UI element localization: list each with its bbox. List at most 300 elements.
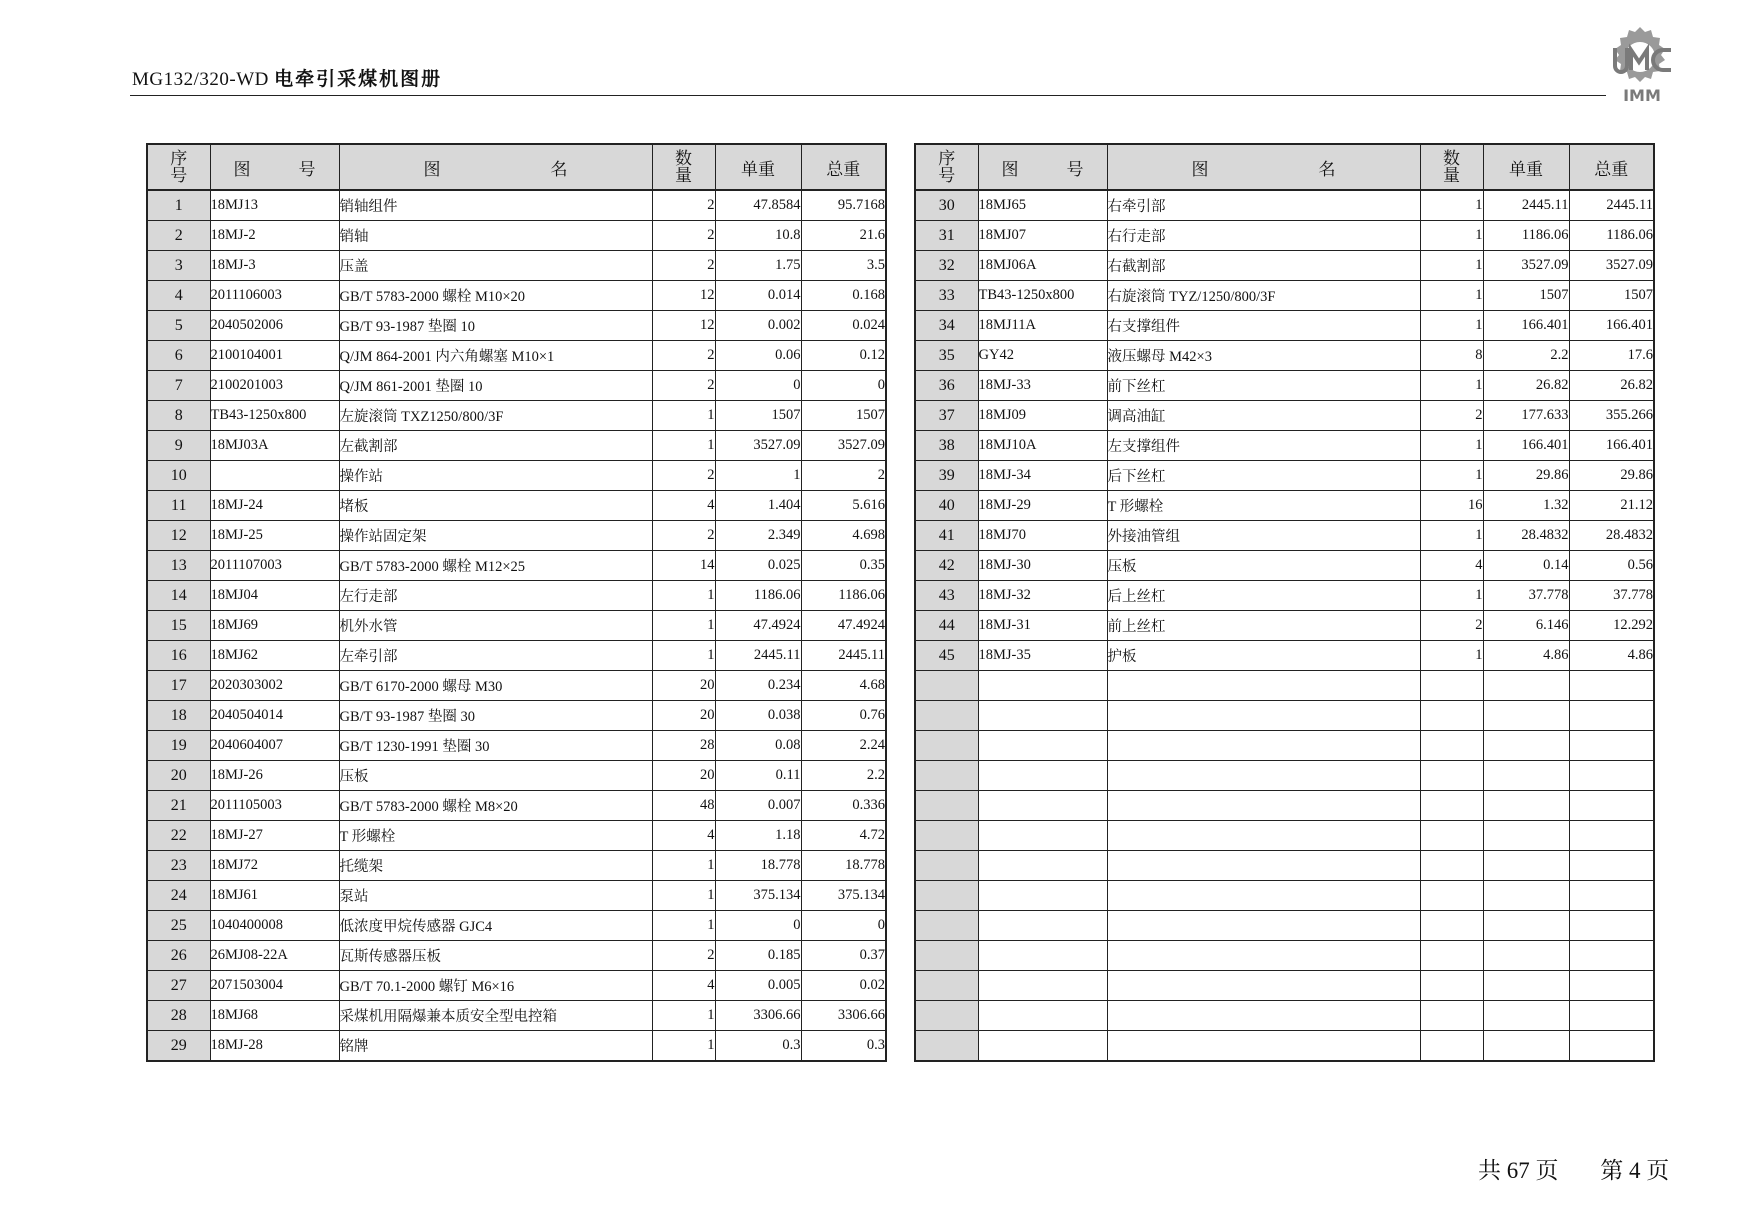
row-number-cell: 6 <box>147 341 210 371</box>
part-name-cell <box>1107 731 1420 761</box>
total-weight-cell: 3306.66 <box>801 1001 886 1031</box>
part-name-cell: 销轴组件 <box>339 190 652 221</box>
total-weight-cell: 0 <box>801 371 886 401</box>
row-number-cell: 14 <box>147 581 210 611</box>
drawing-number-cell: 18MJ13 <box>210 190 339 221</box>
row-number-cell: 24 <box>147 881 210 911</box>
col-header-quantity: 数 量 <box>652 144 715 190</box>
unit-weight-cell: 1186.06 <box>1483 221 1569 251</box>
total-weight-cell: 3527.09 <box>801 431 886 461</box>
quantity-cell: 1 <box>652 911 715 941</box>
total-weight-cell: 1507 <box>801 401 886 431</box>
row-number-cell: 16 <box>147 641 210 671</box>
part-name-cell <box>1107 821 1420 851</box>
table-row <box>915 851 1654 881</box>
drawing-number-cell: 2100104001 <box>210 341 339 371</box>
quantity-cell: 1 <box>1420 281 1483 311</box>
col-header-total-weight: 总重 <box>801 144 886 190</box>
drawing-number-cell: 18MJ-2 <box>210 221 339 251</box>
part-name-cell: GB/T 5783-2000 螺栓 M8×20 <box>339 791 652 821</box>
unit-weight-cell <box>1483 881 1569 911</box>
table-row <box>915 941 1654 971</box>
row-number-cell: 5 <box>147 311 210 341</box>
drawing-number-cell: 18MJ68 <box>210 1001 339 1031</box>
part-name-cell: 左支撑组件 <box>1107 431 1420 461</box>
drawing-number-cell: 18MJ-27 <box>210 821 339 851</box>
quantity-cell: 1 <box>1420 251 1483 281</box>
drawing-number-cell <box>978 1031 1107 1062</box>
row-number-cell: 27 <box>147 971 210 1001</box>
drawing-number-cell: 18MJ-24 <box>210 491 339 521</box>
unit-weight-cell <box>1483 851 1569 881</box>
quantity-cell: 1 <box>1420 221 1483 251</box>
quantity-cell: 1 <box>652 641 715 671</box>
table-row <box>147 971 886 1001</box>
total-weight-cell <box>1569 1031 1654 1062</box>
total-weight-cell: 4.86 <box>1569 641 1654 671</box>
part-name-cell: 左牵引部 <box>339 641 652 671</box>
table-row <box>915 611 1654 641</box>
total-weight-cell: 21.12 <box>1569 491 1654 521</box>
row-number-cell <box>915 731 978 761</box>
drawing-number-cell: 18MJ07 <box>978 221 1107 251</box>
table-row <box>915 221 1654 251</box>
table-row <box>915 251 1654 281</box>
total-weight-cell <box>1569 881 1654 911</box>
quantity-cell: 2 <box>652 521 715 551</box>
part-name-cell: 铭牌 <box>339 1031 652 1062</box>
total-weight-cell <box>1569 1001 1654 1031</box>
table-row <box>915 491 1654 521</box>
total-weight-cell: 2.24 <box>801 731 886 761</box>
quantity-cell <box>1420 761 1483 791</box>
quantity-cell: 1 <box>652 431 715 461</box>
quantity-cell: 1 <box>652 1001 715 1031</box>
total-weight-cell <box>1569 671 1654 701</box>
drawing-number-cell: GY42 <box>978 341 1107 371</box>
table-row <box>147 911 886 941</box>
unit-weight-cell: 1507 <box>715 401 801 431</box>
quantity-cell <box>1420 821 1483 851</box>
row-number-cell <box>915 851 978 881</box>
unit-weight-cell: 18.778 <box>715 851 801 881</box>
part-name-cell: 操作站 <box>339 461 652 491</box>
part-name-cell: 机外水管 <box>339 611 652 641</box>
row-number-cell: 8 <box>147 401 210 431</box>
page-footer <box>1478 1152 1669 1185</box>
col-header-drawing-no: 图 号 <box>210 144 339 190</box>
total-weight-cell: 2445.11 <box>801 641 886 671</box>
part-name-cell: 调高油缸 <box>1107 401 1420 431</box>
table-row <box>915 401 1654 431</box>
unit-weight-cell <box>1483 761 1569 791</box>
total-weight-cell: 12.292 <box>1569 611 1654 641</box>
drawing-number-cell <box>978 791 1107 821</box>
quantity-cell: 1 <box>1420 311 1483 341</box>
unit-weight-cell: 1.75 <box>715 251 801 281</box>
part-name-cell: GB/T 93-1987 垫圈 30 <box>339 701 652 731</box>
row-number-cell <box>915 701 978 731</box>
table-row <box>915 791 1654 821</box>
drawing-number-cell: 18MJ65 <box>978 190 1107 221</box>
unit-weight-cell: 26.82 <box>1483 371 1569 401</box>
table-row <box>915 761 1654 791</box>
total-weight-cell: 2 <box>801 461 886 491</box>
part-name-cell: 瓦斯传感器压板 <box>339 941 652 971</box>
drawing-number-cell <box>978 971 1107 1001</box>
current-page: 第 4 页 <box>1600 1158 1670 1183</box>
unit-weight-cell: 0.14 <box>1483 551 1569 581</box>
col-header-unit-weight: 单重 <box>1483 144 1569 190</box>
table-row <box>915 911 1654 941</box>
drawing-number-cell <box>978 1001 1107 1031</box>
part-name-cell: 左旋滚筒 TXZ1250/800/3F <box>339 401 652 431</box>
table-row <box>147 851 886 881</box>
unit-weight-cell: 0.185 <box>715 941 801 971</box>
unit-weight-cell: 1.32 <box>1483 491 1569 521</box>
table-row <box>147 761 886 791</box>
part-name-cell: GB/T 93-1987 垫圈 10 <box>339 311 652 341</box>
total-weight-cell: 3527.09 <box>1569 251 1654 281</box>
total-weight-cell: 3.5 <box>801 251 886 281</box>
table-row <box>147 431 886 461</box>
table-row <box>915 1031 1654 1062</box>
row-number-cell: 36 <box>915 371 978 401</box>
table-row <box>147 371 886 401</box>
row-number-cell: 9 <box>147 431 210 461</box>
unit-weight-cell: 2445.11 <box>1483 190 1569 221</box>
row-number-cell: 17 <box>147 671 210 701</box>
table-row <box>915 281 1654 311</box>
drawing-number-cell: 26MJ08-22A <box>210 941 339 971</box>
quantity-cell: 1 <box>1420 371 1483 401</box>
unit-weight-cell: 0.002 <box>715 311 801 341</box>
quantity-cell: 1 <box>652 1031 715 1062</box>
part-name-cell: GB/T 6170-2000 螺母 M30 <box>339 671 652 701</box>
quantity-cell: 28 <box>652 731 715 761</box>
col-header-number: 序 号 <box>915 144 978 190</box>
row-number-cell: 39 <box>915 461 978 491</box>
unit-weight-cell <box>1483 971 1569 1001</box>
unit-weight-cell: 1507 <box>1483 281 1569 311</box>
table-row <box>147 190 886 221</box>
total-weight-cell: 0.02 <box>801 971 886 1001</box>
row-number-cell: 33 <box>915 281 978 311</box>
table-row <box>147 671 886 701</box>
table-row <box>147 701 886 731</box>
col-header-drawing-no: 图 号 <box>978 144 1107 190</box>
table-row <box>147 281 886 311</box>
unit-weight-cell <box>1483 941 1569 971</box>
table-row <box>147 821 886 851</box>
drawing-number-cell: 18MJ-3 <box>210 251 339 281</box>
part-name-cell: 低浓度甲烷传感器 GJC4 <box>339 911 652 941</box>
drawing-number-cell: 18MJ06A <box>978 251 1107 281</box>
total-weight-cell <box>1569 791 1654 821</box>
table-header-row <box>147 144 886 190</box>
table-row <box>915 971 1654 1001</box>
row-number-cell <box>915 671 978 701</box>
document-title <box>132 64 442 91</box>
drawing-number-cell: 18MJ-28 <box>210 1031 339 1062</box>
total-weight-cell: 2445.11 <box>1569 190 1654 221</box>
quantity-cell: 8 <box>1420 341 1483 371</box>
table-row <box>915 431 1654 461</box>
drawing-number-cell: 18MJ70 <box>978 521 1107 551</box>
unit-weight-cell: 47.4924 <box>715 611 801 641</box>
table-row <box>915 461 1654 491</box>
total-weight-cell: 1507 <box>1569 281 1654 311</box>
unit-weight-cell: 0 <box>715 911 801 941</box>
row-number-cell <box>915 971 978 1001</box>
drawing-number-cell: 1040400008 <box>210 911 339 941</box>
unit-weight-cell: 0 <box>715 371 801 401</box>
table-row <box>915 641 1654 671</box>
part-name-cell <box>1107 911 1420 941</box>
col-header-unit-weight: 单重 <box>715 144 801 190</box>
row-number-cell: 13 <box>147 551 210 581</box>
drawing-number-cell: 18MJ-26 <box>210 761 339 791</box>
part-name-cell: 后上丝杠 <box>1107 581 1420 611</box>
quantity-cell <box>1420 1001 1483 1031</box>
total-weight-cell: 2.2 <box>801 761 886 791</box>
total-weight-cell: 4.68 <box>801 671 886 701</box>
quantity-cell: 2 <box>652 190 715 221</box>
part-name-cell: T 形螺栓 <box>1107 491 1420 521</box>
part-name-cell <box>1107 761 1420 791</box>
table-row <box>147 581 886 611</box>
part-name-cell: 后下丝杠 <box>1107 461 1420 491</box>
row-number-cell <box>915 881 978 911</box>
quantity-cell <box>1420 851 1483 881</box>
row-number-cell: 30 <box>915 190 978 221</box>
row-number-cell: 21 <box>147 791 210 821</box>
drawing-number-cell: 18MJ62 <box>210 641 339 671</box>
total-weight-cell <box>1569 851 1654 881</box>
unit-weight-cell: 28.4832 <box>1483 521 1569 551</box>
quantity-cell: 2 <box>652 341 715 371</box>
table-row <box>147 341 886 371</box>
drawing-number-cell <box>978 941 1107 971</box>
unit-weight-cell: 3527.09 <box>1483 251 1569 281</box>
part-name-cell: T 形螺栓 <box>339 821 652 851</box>
drawing-number-cell: 18MJ-30 <box>978 551 1107 581</box>
part-name-cell: 左截割部 <box>339 431 652 461</box>
table-row <box>147 791 886 821</box>
row-number-cell: 7 <box>147 371 210 401</box>
part-name-cell <box>1107 881 1420 911</box>
row-number-cell: 26 <box>147 941 210 971</box>
unit-weight-cell: 177.633 <box>1483 401 1569 431</box>
quantity-cell <box>1420 911 1483 941</box>
unit-weight-cell: 166.401 <box>1483 311 1569 341</box>
drawing-number-cell: 2011105003 <box>210 791 339 821</box>
row-number-cell: 2 <box>147 221 210 251</box>
part-name-cell: 外接油管组 <box>1107 521 1420 551</box>
row-number-cell: 38 <box>915 431 978 461</box>
unit-weight-cell: 0.005 <box>715 971 801 1001</box>
part-name-cell: Q/JM 864-2001 内六角螺塞 M10×1 <box>339 341 652 371</box>
part-name-cell: GB/T 5783-2000 螺栓 M12×25 <box>339 551 652 581</box>
table-row <box>147 731 886 761</box>
part-name-cell: 采煤机用隔爆兼本质安全型电控箱 <box>339 1001 652 1031</box>
parts-table-left <box>146 143 887 1062</box>
part-name-cell <box>1107 701 1420 731</box>
table-row <box>915 521 1654 551</box>
unit-weight-cell <box>1483 1031 1569 1062</box>
unit-weight-cell: 0.014 <box>715 281 801 311</box>
row-number-cell: 45 <box>915 641 978 671</box>
quantity-cell: 1 <box>652 581 715 611</box>
table-row <box>915 551 1654 581</box>
total-weight-cell: 4.698 <box>801 521 886 551</box>
col-header-drawing-name: 图 名 <box>1107 144 1420 190</box>
part-name-cell: 前上丝杠 <box>1107 611 1420 641</box>
part-name-cell: 压板 <box>339 761 652 791</box>
drawing-number-cell: 18MJ04 <box>210 581 339 611</box>
quantity-cell: 20 <box>652 671 715 701</box>
quantity-cell: 1 <box>1420 190 1483 221</box>
drawing-number-cell <box>978 851 1107 881</box>
total-weight-cell: 28.4832 <box>1569 521 1654 551</box>
part-name-cell: 右行走部 <box>1107 221 1420 251</box>
row-number-cell <box>915 1001 978 1031</box>
table-row <box>147 491 886 521</box>
parts-table-right <box>914 143 1655 1062</box>
unit-weight-cell: 0.007 <box>715 791 801 821</box>
drawing-number-cell: 18MJ-32 <box>978 581 1107 611</box>
unit-weight-cell <box>1483 701 1569 731</box>
table-row <box>915 881 1654 911</box>
unit-weight-cell: 29.86 <box>1483 461 1569 491</box>
unit-weight-cell: 6.146 <box>1483 611 1569 641</box>
unit-weight-cell: 0.11 <box>715 761 801 791</box>
table-row <box>147 311 886 341</box>
drawing-number-cell: 18MJ-34 <box>978 461 1107 491</box>
quantity-cell <box>1420 701 1483 731</box>
company-logo <box>1605 26 1680 106</box>
drawing-number-cell: 2040604007 <box>210 731 339 761</box>
unit-weight-cell <box>1483 671 1569 701</box>
row-number-cell: 35 <box>915 341 978 371</box>
quantity-cell <box>1420 941 1483 971</box>
part-name-cell: 右牵引部 <box>1107 190 1420 221</box>
part-name-cell: GB/T 70.1-2000 螺钉 M6×16 <box>339 971 652 1001</box>
part-name-cell <box>1107 1031 1420 1062</box>
drawing-number-cell: 2040502006 <box>210 311 339 341</box>
part-name-cell <box>1107 791 1420 821</box>
unit-weight-cell: 0.3 <box>715 1031 801 1062</box>
part-name-cell <box>1107 671 1420 701</box>
row-number-cell: 15 <box>147 611 210 641</box>
unit-weight-cell <box>1483 791 1569 821</box>
quantity-cell: 2 <box>652 461 715 491</box>
unit-weight-cell: 4.86 <box>1483 641 1569 671</box>
row-number-cell: 41 <box>915 521 978 551</box>
header-divider <box>130 95 1606 96</box>
total-weight-cell: 166.401 <box>1569 311 1654 341</box>
drawing-number-cell: 2020303002 <box>210 671 339 701</box>
unit-weight-cell: 0.038 <box>715 701 801 731</box>
total-weight-cell <box>1569 971 1654 1001</box>
total-weight-cell: 37.778 <box>1569 581 1654 611</box>
row-number-cell: 1 <box>147 190 210 221</box>
quantity-cell: 4 <box>652 491 715 521</box>
row-number-cell: 4 <box>147 281 210 311</box>
total-weight-cell: 0.56 <box>1569 551 1654 581</box>
col-header-number: 序 号 <box>147 144 210 190</box>
total-weight-cell: 26.82 <box>1569 371 1654 401</box>
table-row <box>147 401 886 431</box>
unit-weight-cell: 2.349 <box>715 521 801 551</box>
drawing-number-cell <box>978 911 1107 941</box>
quantity-cell <box>1420 791 1483 821</box>
total-weight-cell: 1186.06 <box>801 581 886 611</box>
part-name-cell <box>1107 941 1420 971</box>
table-row <box>147 221 886 251</box>
row-number-cell: 44 <box>915 611 978 641</box>
row-number-cell: 25 <box>147 911 210 941</box>
drawing-number-cell: 2071503004 <box>210 971 339 1001</box>
total-weight-cell: 0.3 <box>801 1031 886 1062</box>
table-row <box>915 341 1654 371</box>
quantity-cell <box>1420 671 1483 701</box>
drawing-number-cell: 18MJ-29 <box>978 491 1107 521</box>
part-name-cell: 操作站固定架 <box>339 521 652 551</box>
drawing-number-cell: 18MJ72 <box>210 851 339 881</box>
row-number-cell: 31 <box>915 221 978 251</box>
drawing-number-cell <box>210 461 339 491</box>
unit-weight-cell: 37.778 <box>1483 581 1569 611</box>
total-weight-cell: 21.6 <box>801 221 886 251</box>
total-weight-cell <box>1569 731 1654 761</box>
quantity-cell: 2 <box>652 251 715 281</box>
quantity-cell <box>1420 731 1483 761</box>
total-weight-cell: 17.6 <box>1569 341 1654 371</box>
table-row <box>915 1001 1654 1031</box>
unit-weight-cell: 0.025 <box>715 551 801 581</box>
row-number-cell: 43 <box>915 581 978 611</box>
row-number-cell: 22 <box>147 821 210 851</box>
table-row <box>915 311 1654 341</box>
unit-weight-cell: 1.404 <box>715 491 801 521</box>
quantity-cell: 1 <box>652 851 715 881</box>
part-name-cell: 护板 <box>1107 641 1420 671</box>
row-number-cell: 28 <box>147 1001 210 1031</box>
part-name-cell: 托缆架 <box>339 851 652 881</box>
drawing-number-cell: 18MJ-35 <box>978 641 1107 671</box>
quantity-cell: 4 <box>1420 551 1483 581</box>
total-weight-cell <box>1569 941 1654 971</box>
row-number-cell: 23 <box>147 851 210 881</box>
total-pages: 共 67 页 <box>1478 1158 1559 1183</box>
quantity-cell: 14 <box>652 551 715 581</box>
quantity-cell: 4 <box>652 821 715 851</box>
quantity-cell: 1 <box>1420 641 1483 671</box>
table-row <box>147 641 886 671</box>
total-weight-cell: 375.134 <box>801 881 886 911</box>
drawing-number-cell <box>978 881 1107 911</box>
table-row <box>147 521 886 551</box>
table-row <box>915 581 1654 611</box>
quantity-cell: 1 <box>1420 431 1483 461</box>
unit-weight-cell: 3527.09 <box>715 431 801 461</box>
unit-weight-cell: 47.8584 <box>715 190 801 221</box>
row-number-cell <box>915 791 978 821</box>
part-name-cell: 压板 <box>1107 551 1420 581</box>
quantity-cell: 1 <box>1420 461 1483 491</box>
row-number-cell: 11 <box>147 491 210 521</box>
